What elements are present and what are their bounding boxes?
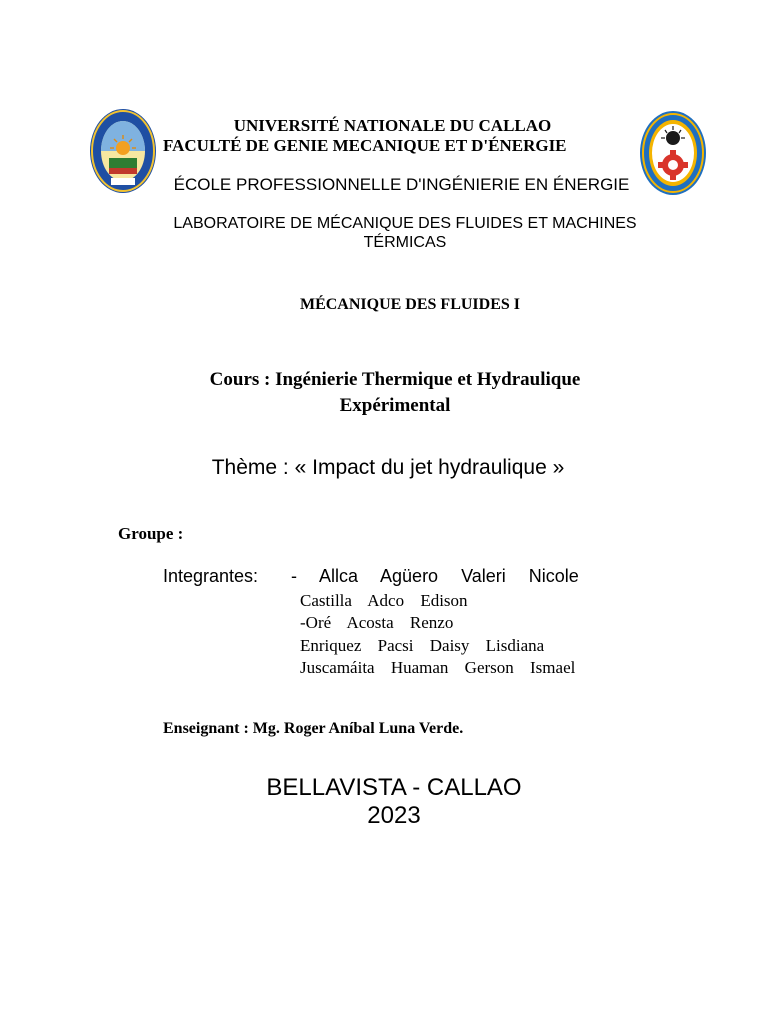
member-name: - Allca Agüero Valeri Nicole	[291, 566, 579, 586]
laboratory-name-line1: LABORATOIRE DE MÉCANIQUE DES FLUIDES ET MACHINES	[173, 215, 637, 232]
university-name: UNIVERSITÉ NATIONALE DU CALLAO	[233, 116, 552, 135]
faculty-name: FACULTÉ DE GENIE MECANIQUE ET D'ÉNERGIE	[163, 136, 567, 155]
member-name: Enriquez Pacsi Daisy Lisdiana	[300, 636, 545, 655]
group-label: Groupe :	[118, 524, 184, 543]
year: 2023	[367, 802, 421, 829]
member-name: -Oré Acosta Renzo	[300, 613, 454, 632]
course-title	[0, 367, 768, 419]
place-name: BELLAVISTA - CALLAO	[266, 774, 522, 801]
member-name: Castilla Adco Edison	[300, 591, 468, 610]
school-name: ÉCOLE PROFESSIONNELLE D'INGÉNIERIE EN ÉNERGIE	[173, 175, 630, 194]
subject-title: MÉCANIQUE DES FLUIDES I	[299, 296, 521, 313]
member-name: Juscamáita Huaman Gerson Ismael	[300, 658, 576, 677]
teacher-name: Enseignant : Mg. Roger Aníbal Luna Verde.	[163, 720, 464, 737]
course-title-line1: Cours : Ingénierie Thermique et Hydraulique	[209, 369, 581, 390]
place-and-year	[0, 774, 768, 830]
members-label: Integrantes:	[163, 566, 259, 586]
course-title-line2: Expérimental	[339, 395, 451, 416]
laboratory-name	[0, 214, 768, 252]
laboratory-name-line2: TÉRMICAS	[363, 234, 447, 251]
theme-title: Thème : « Impact du jet hydraulique »	[211, 456, 565, 479]
